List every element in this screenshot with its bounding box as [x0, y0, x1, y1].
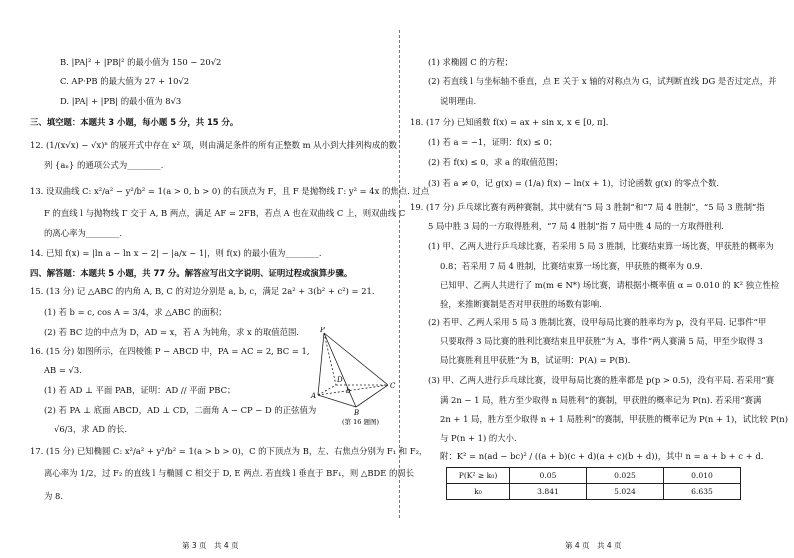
left-text-line: B. |PA|² + |PB|² 的最小值为 150 − 20√2	[60, 57, 222, 67]
table-cell: 6.635	[664, 484, 741, 500]
table-cell: 0.05	[510, 468, 587, 484]
right-text-line: 与 P(n + 1) 的大小.	[440, 433, 517, 443]
fig-label-a: A	[311, 392, 317, 400]
right-text-line: 5 局中胜 3 局的一方取得胜利，“7 局 4 胜制”指 7 局中胜 4 局的一方取得胜利.	[428, 221, 724, 231]
right-text-line: 2n + 1 局，胜方至少取得 n + 1 局胜利”的赛制，甲获胜的概率记为 P(n + 1)，试比较 P(n)	[440, 414, 788, 424]
right-text-line: (2) 若甲、乙两人采用 5 局 3 胜制比赛，设甲每局比赛的胜率均为 p，没有平局. 记事件“甲	[428, 317, 767, 327]
table-cell: 3.841	[510, 484, 587, 500]
fig-label-b-small: b	[346, 387, 351, 395]
left-text-line: D. |PA| + |PB| 的最小值为 8√3	[60, 96, 182, 106]
right-text-line: (1) 甲、乙两人进行乒乓球比赛，若采用 5 局 3 胜制，比赛结束算一场比赛，甲获胜的概率为	[428, 241, 774, 251]
left-text-line: 三、填空题：本题共 3 小题，每小题 5 分，共 15 分。	[30, 117, 239, 127]
table-cell: 5.024	[587, 484, 664, 500]
left-text-line: 离心率为 1/2，过 F₂ 的直线 l 与椭圆 C 相交于 D, E 两点. 若直线 l 垂直于 BF₁，则 △BDE 的周长	[44, 468, 415, 478]
left-text-line: 17. (15 分) 已知椭圆 C: x²/a² + y²/b² = 1(a > b > 0)，C 的下顶点为 B，左、右焦点分别为 F₁ 和 F₂，	[30, 446, 428, 456]
left-text-line: 15. (13 分) 记 △ABC 的内角 A, B, C 的对边分别是 a, b, c，满足 2a² + 3(b² + c²) = 21.	[30, 286, 375, 296]
table-header-cell: k₀	[447, 484, 510, 500]
left-text-line: 列 {aₙ} 的通项公式为________.	[44, 160, 164, 170]
right-text-line: 已知甲、乙两人共进行了 m(m ∈ N*) 场比赛，请根据小概率值 α = 0.010 的 K² 独立性检	[440, 280, 780, 290]
k2-critical-value-table	[446, 467, 741, 500]
left-text-line: 12. (1/(x√x) − √x)ⁿ 的展开式中存在 x² 项，则由满足条件的所有正整数 m 从小到大排列构成的数	[30, 140, 397, 150]
right-text-line: 说明理由.	[440, 96, 477, 106]
right-text-line: 只要取得 3 局比赛的胜利比赛结束且甲获胜”为 A，事件“两人赛满 5 局，甲至少取得 3	[440, 336, 763, 346]
right-text-line: (1) 求椭圆 C 的方程；	[428, 57, 513, 67]
right-text-line: (2) 若直线 l 与坐标轴不垂直，点 E 关于 x 轴的对称点为 G，试判断直线 DG 是否过定点，并	[428, 76, 777, 86]
left-text-line: C. AP·PB 的最大值为 27 + 10√2	[60, 76, 190, 86]
figure-caption: (第 16 题图)	[342, 418, 379, 426]
right-text-line: 附：K² = n(ad − bc)² / ((a + b)(c + d)(a + c)(b + d))，其中 n = a + b + c + d.	[440, 451, 764, 461]
left-text-line: 14. 已知 f(x) = |ln a − ln x − 2| − |a/x − 1|，则 f(x) 的最小值为________.	[30, 248, 322, 258]
pyramid-figure	[310, 327, 400, 427]
table-cell: 0.010	[664, 468, 741, 484]
column-divider	[399, 30, 400, 518]
page-footer-left: 第 3 页 共 4 页	[182, 541, 239, 550]
left-text-line: 的离心率为________.	[44, 228, 123, 238]
fig-label-c: C	[390, 382, 396, 390]
table-header-cell: P(K² ≥ k₀)	[447, 468, 510, 484]
left-text-line: 16. (15 分) 如图所示，在四棱锥 P − ABCD 中，PA = AC = 2, BC = 1,	[30, 346, 310, 356]
left-text-line: AB = √3.	[44, 365, 82, 375]
right-text-line: 19. (17 分) 乒乓球比赛有两种赛制，其中就有“5 局 3 胜制”和“7 局 4 胜制”，“5 局 3 胜制”指	[410, 202, 765, 212]
left-text-line: 为 8.	[44, 491, 64, 501]
right-text-line: (2) 若 f(x) ≤ 0，求 a 的取值范围；	[428, 157, 563, 167]
fig-label-p: P	[320, 327, 325, 334]
fig-label-d: D	[337, 376, 343, 384]
fig-label-b: B	[354, 409, 360, 417]
right-text-line: 0.8；若采用 7 局 4 胜制，比赛结束算一场比赛，甲获胜的概率为 0.9.	[440, 261, 703, 271]
left-text-line: (1) 若 AD ⊥ 平面 PAB，证明：AD // 平面 PBC；	[44, 385, 236, 395]
page-footer-right: 第 4 页 共 4 页	[565, 541, 622, 550]
left-text-line: (2) 若 PA ⊥ 底面 ABCD，AD ⊥ CD，二面角 A − CP − D 的正弦值为	[44, 405, 317, 415]
left-text-line: 四、解答题：本题共 5 小题，共 77 分。解答应写出文字说明、证明过程或演算步骤。	[30, 268, 353, 278]
left-text-line: (2) 若 BC 边的中点为 D，AD = x，若 A 为钝角，求 x 的取值范围.	[44, 327, 299, 337]
right-text-line: 验，来推断赛制是否对甲获胜的场数有影响.	[440, 299, 602, 309]
left-text-line: √6/3，求 AD 的长.	[54, 424, 128, 434]
left-text-line: 13. 设双曲线 C: x²/a² − y²/b² = 1(a > 0, b > 0) 的右顶点为 F，且 F 是抛物线 Γ: y² = 4x 的焦点. 过点	[30, 186, 430, 196]
right-text-line: (3) 甲、乙两人进行乒乓球比赛，设甲每局比赛的胜率都是 p(p > 0.5)，没有平局. 若采用“赛	[428, 375, 775, 385]
left-text-line: F 的直线 l 与抛物线 Γ 交于 A, B 两点，满足 AF = 2FB，若点 A 也在双曲线 C 上，则双曲线 C	[44, 208, 406, 218]
right-text-line: 18. (17 分) 已知函数 f(x) = ax + sin x, x ∈ [0, π].	[410, 117, 609, 127]
table-cell: 0.025	[587, 468, 664, 484]
right-text-line: (3) 若 a ≠ 0，记 g(x) = (1/a) f(x) − ln(x + 1)，讨论函数 g(x) 的零点个数.	[428, 178, 719, 188]
right-text-line: (1) 若 a = −1，证明：f(x) ≤ 0；	[428, 137, 558, 147]
left-text-line: (1) 若 b = c, cos A = 3/4，求 △ABC 的面积；	[44, 307, 227, 317]
right-text-line: 满 2n − 1 局，胜方至少取得 n 局胜利”的赛制，甲获胜的概率记为 P(n). 若采用“赛满	[440, 395, 762, 405]
right-text-line: 局比赛胜利且甲获胜”为 B，试证明：P(A) = P(B).	[440, 355, 631, 365]
